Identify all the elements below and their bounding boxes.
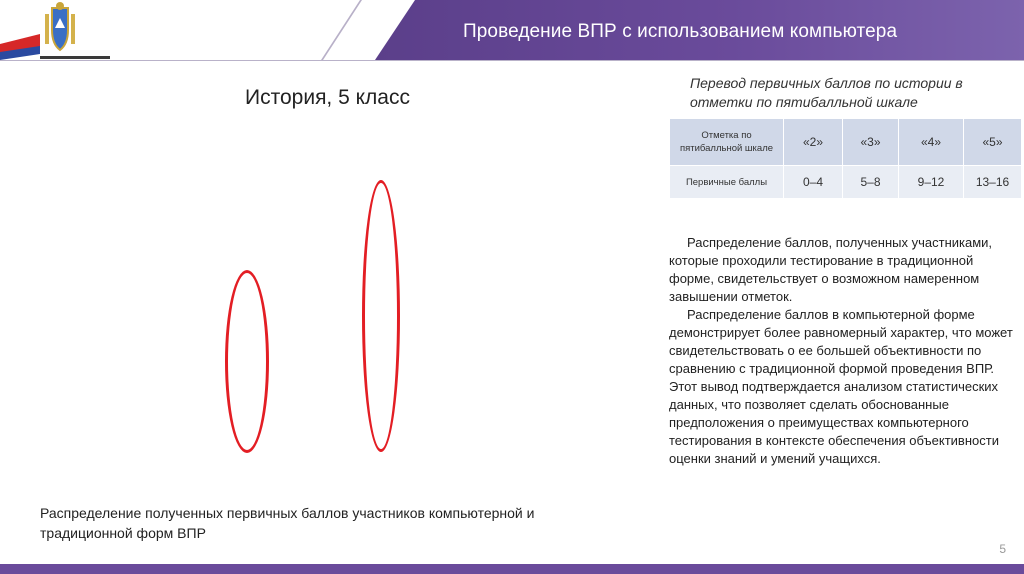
header-underline [0, 60, 1024, 61]
header-divider-line [321, 0, 362, 60]
highlight-oval-traditional [225, 270, 269, 453]
grade-cell: «5» [964, 119, 1022, 166]
subject-title: История, 5 класс [245, 86, 410, 109]
footer-bar [0, 564, 1024, 574]
highlight-oval-computer [362, 180, 400, 452]
analysis-paragraph-2: Распределение баллов в компьютерной форме демонстрирует более равномерный характер, что может свидетельствовать о ее большей объективности по сравнению с традиционной формой проведения ВПР. Этот вывод подтверждается анализом статистических данных, что позволяет сделать обоснованные предположения о преимуществах компьютерного тестирования в контексте обеспечения объективности оценки знаний и умений учащихся. [669, 307, 1013, 466]
range-cell: 13–16 [964, 166, 1022, 199]
analysis-text [669, 234, 1014, 468]
row-header-grade: Отметка по пятибалльной шкале [670, 119, 784, 166]
grade-cell: «2» [784, 119, 843, 166]
range-cell: 9–12 [899, 166, 964, 199]
table-row [670, 166, 1022, 199]
page-title: Проведение ВПР с использованием компьютера [463, 21, 898, 42]
grade-cell: «4» [899, 119, 964, 166]
conversion-table-title: Перевод первичных баллов по истории в отметки по пятибалльной шкале [690, 75, 963, 110]
table-row [670, 119, 1022, 166]
grade-cell: «3» [843, 119, 899, 166]
range-cell: 5–8 [843, 166, 899, 199]
emblem-area [0, 0, 110, 60]
conversion-table [669, 118, 1022, 199]
distribution-caption: Распределение полученных первичных баллов участников компьютерной и традиционной форм ВПР [40, 505, 535, 541]
row-header-points: Первичные баллы [670, 166, 784, 199]
range-cell: 0–4 [784, 166, 843, 199]
analysis-paragraph-1: Распределение баллов, полученных участниками, которые проходили тестирование в традиционной форме, свидетельствует о возможном намеренном завышении отметок. [669, 235, 993, 304]
region-coat-of-arms-icon [0, 0, 110, 60]
page-number: 5 [999, 542, 1006, 556]
